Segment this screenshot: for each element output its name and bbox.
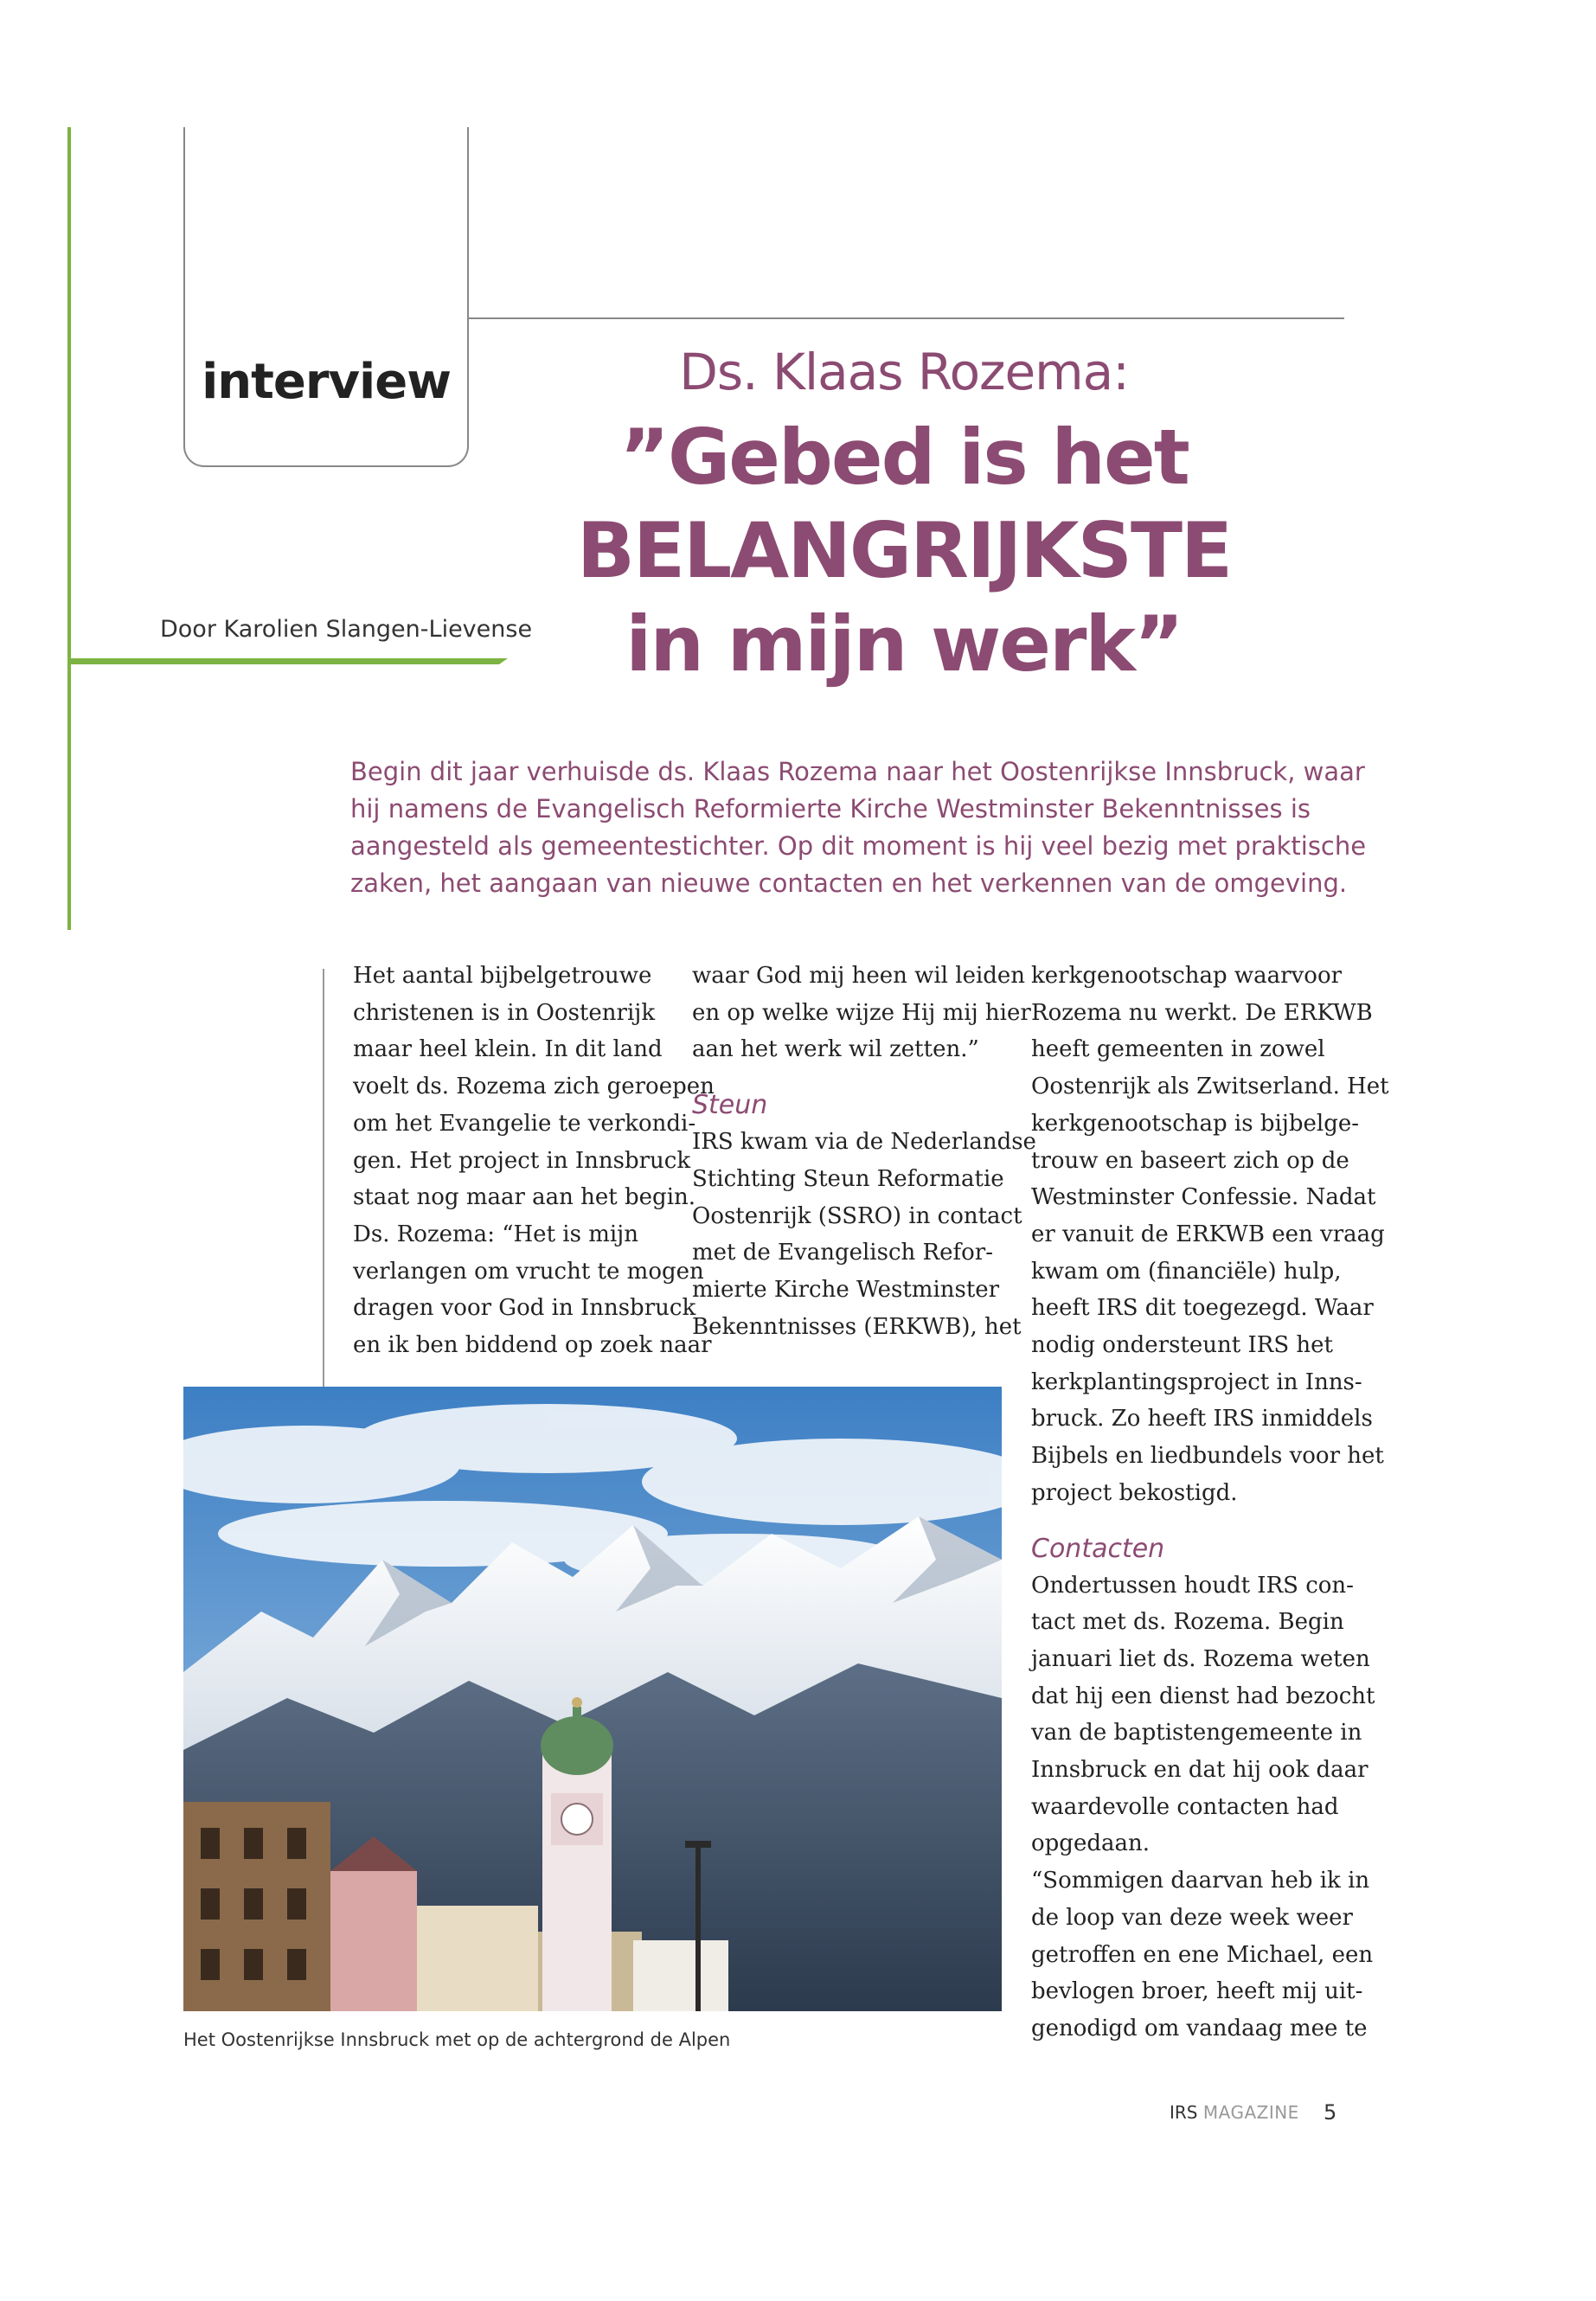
body-line: staat nog maar aan het begin. [353,1184,696,1211]
header-rule [469,317,1344,319]
body-line: Innsbruck en dat hij ook daar [1031,1757,1368,1784]
body-line: Westminster Confessie. Nadat [1031,1184,1376,1211]
body-line: Oostenrijk (SSRO) in contact [692,1202,1022,1229]
body-line: trouw en baseert zich op de [1031,1147,1349,1174]
body-line: Oostenrijk als Zwitserland. Het [1031,1074,1389,1100]
body-line: dat hij een dienst had bezocht [1031,1682,1375,1709]
body-line: Rozema nu werkt. De ERKWB [1031,999,1373,1026]
body-column-2 [692,958,1036,1345]
body-line: aan het werk wil zetten.” [692,1036,979,1063]
body-line: getroffen en ene Michael, een [1031,1941,1374,1968]
body-line: waardevolle contacten had [1031,1793,1339,1820]
body-line: kerkgenootschap is bijbelge- [1031,1110,1360,1137]
body-line: tact met ds. Rozema. Begin [1031,1609,1344,1636]
innsbruck-photo-illustration [183,1387,1002,2011]
photo-caption: Het Oostenrijkse Innsbruck met op de achtergrond de Alpen [183,2029,731,2050]
body-line: dragen voor God in Innsbruck [353,1295,696,1322]
subhead-steun: Steun [692,1090,768,1121]
page-number: 5 [1324,2100,1337,2125]
body-line: maar heel klein. In dit land [353,1036,663,1063]
body-line: om het Evangelie te verkondi- [353,1110,696,1137]
subhead-contacten: Contacten [1031,1533,1165,1564]
body-line: project bekostigd. [1031,1479,1238,1506]
body-line: nodig ondersteunt IRS het [1031,1332,1334,1359]
innsbruck-photo [183,1387,1002,2011]
body-line: Ondertussen houdt IRS con- [1031,1572,1354,1599]
body-column-1 [353,958,715,1364]
footer-brand-magazine: MAGAZINE [1202,2102,1299,2123]
body-line: kerkgenootschap waarvoor [1031,963,1343,989]
body-line: bevlogen broer, heeft mij uit- [1031,1978,1363,2005]
body-line: Bijbels en liedbundels voor het [1031,1443,1384,1470]
body-line: verlangen om vrucht te mogen [353,1258,704,1285]
body-line: IRS kwam via de Nederlandse [692,1129,1036,1156]
headline-quote-line: ”Gebed is het [619,413,1189,502]
body-line: Stichting Steun Reformatie [692,1165,1004,1192]
body-line: voelt ds. Rozema zich geroepen [353,1074,715,1100]
footer-brand-irs: IRS [1170,2102,1198,2123]
headline [571,333,1237,691]
body-line: januari liet ds. Rozema weten [1031,1645,1370,1672]
byline: Door Karolien Slangen-Lievense [160,616,533,643]
body-line: christenen is in Oostenrijk [353,999,656,1026]
body-line: opgedaan. [1031,1830,1150,1857]
body-line: mierte Kirche Westminster [692,1276,1000,1303]
body-line: en op welke wijze Hij mij hier [692,999,1031,1026]
body-line: de loop van deze week weer [1031,1904,1353,1931]
body-line: waar God mij heen wil leiden [692,963,1026,989]
headline-quote-line: in mijn werk” [625,599,1183,689]
intro-line: aangesteld als gemeentestichter. Op dit moment is hij veel bezig met praktische [350,831,1367,861]
section-label: interview [202,354,451,410]
intro-line: zaken, het aangaan van nieuwe contacten en het verkennen van de omgeving. [350,868,1348,898]
green-accent-line [67,127,71,930]
body-line: kerkplantingsproject in Inns- [1031,1368,1362,1395]
body-line: “Sommigen daarvan heb ik in [1031,1868,1370,1894]
body-line: gen. Het project in Innsbruck [353,1147,691,1174]
body-line: genodigd om vandaag mee te [1031,2015,1368,2041]
intro-paragraph [350,753,1367,902]
body-line: van de baptistengemeente in [1031,1720,1362,1747]
body-line: Ds. Rozema: “Het is mijn [353,1221,638,1247]
body-line: heeft gemeenten in zowel [1031,1036,1325,1063]
intro-line: Begin dit jaar verhuisde ds. Klaas Rozema naar het Oostenrijkse Innsbruck, waar [350,757,1365,786]
byline-rule [71,657,508,665]
intro-line: hij namens de Evangelisch Reformierte Kirche Westminster Bekenntnisses is [350,794,1311,824]
headline-quote-line: BELANGRIJKSTE [576,506,1232,595]
body-line: Bekenntnisses (ERKWB), het [692,1313,1022,1340]
body-column-3 [1031,958,1389,2048]
body-line: en ik ben biddend op zoek naar [353,1332,712,1359]
body-line: kwam om (financiële) hulp, [1031,1258,1342,1285]
body-line: bruck. Zo heeft IRS inmiddels [1031,1406,1373,1433]
body-line: met de Evangelisch Refor- [692,1240,993,1266]
column-rule [323,969,324,1393]
body-line: er vanuit de ERKWB een vraag [1031,1221,1385,1247]
section-tab [183,127,469,467]
headline-name: Ds. Klaas Rozema: [679,343,1129,401]
body-line: heeft IRS dit toegezegd. Waar [1031,1295,1374,1322]
body-line: Het aantal bijbelgetrouwe [353,963,652,989]
footer-brand [1170,2102,1299,2123]
